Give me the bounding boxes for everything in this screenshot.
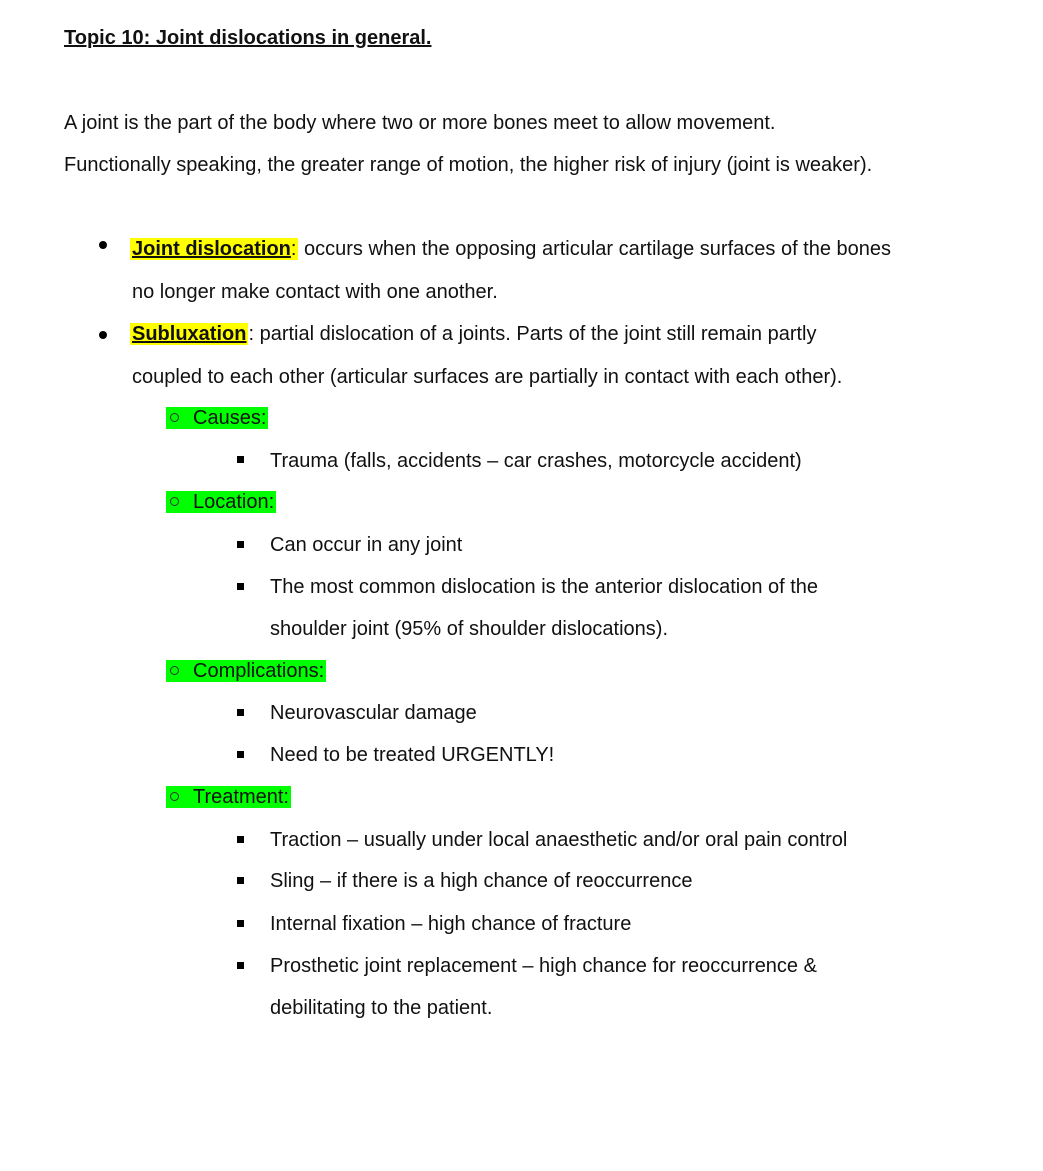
square-bullet-icon [237,583,244,590]
bullet-dot-icon [99,331,107,339]
square-bullet-icon [237,709,244,716]
treatment-item: Prosthetic joint replacement – high chance for reoccurrence & [270,955,817,977]
circle-bullet-icon [170,792,179,801]
complications-highlight [166,660,326,682]
location-highlight [166,491,276,513]
subluxation-definition: : partial dislocation of a joints. Parts of the joint still remain partly [248,323,817,345]
circle-bullet-icon [170,497,179,506]
causes-highlight [166,407,268,429]
causes-label: Causes: [193,407,267,429]
causes-heading [166,405,268,431]
square-bullet-icon [237,920,244,927]
location-item-continuation: shoulder joint (95% of shoulder dislocations). [270,618,668,640]
treatment-highlight [166,786,291,808]
square-bullet-icon [237,541,244,548]
intro-line-2: Functionally speaking, the greater range of motion, the higher risk of injury (joint is weaker). [64,154,873,176]
subluxation-term: Subluxation [132,323,247,345]
causes-item: Trauma (falls, accidents – car crashes, motorcycle accident) [270,450,802,472]
complications-label: Complications: [193,660,325,682]
joint-dislocation-highlight [130,238,298,260]
intro-line-1: A joint is the part of the body where two or more bones meet to allow movement. [64,112,776,134]
treatment-item: Traction – usually under local anaesthetic and/or oral pain control [270,829,848,851]
joint-dislocation-line-1 [130,236,891,262]
square-bullet-icon [237,836,244,843]
complications-heading [166,658,326,684]
joint-dislocation-definition: occurs when the opposing articular cartilage surfaces of the bones [298,238,892,260]
location-label: Location: [193,491,275,513]
subluxation-highlight [130,323,248,345]
subluxation-line-1 [130,321,817,347]
square-bullet-icon [237,962,244,969]
location-item: The most common dislocation is the anterior dislocation of the [270,576,819,598]
treatment-heading [166,784,291,810]
circle-bullet-icon [170,666,179,675]
treatment-label: Treatment: [193,786,289,808]
page-title: Topic 10: Joint dislocations in general. [64,27,432,49]
circle-bullet-icon [170,413,179,422]
square-bullet-icon [237,456,244,463]
complications-item: Need to be treated URGENTLY! [270,744,555,766]
location-item: Can occur in any joint [270,534,463,556]
treatment-item: Internal fixation – high chance of fracture [270,913,632,935]
square-bullet-icon [237,751,244,758]
location-heading [166,489,276,515]
complications-item: Neurovascular damage [270,702,477,724]
joint-dislocation-colon: : [290,238,297,260]
square-bullet-icon [237,877,244,884]
bullet-dot-icon [99,241,107,249]
joint-dislocation-line-2: no longer make contact with one another. [132,281,498,303]
treatment-item-continuation: debilitating to the patient. [270,997,493,1019]
joint-dislocation-term: Joint dislocation [132,238,291,260]
treatment-item: Sling – if there is a high chance of reoccurrence [270,870,693,892]
subluxation-line-2: coupled to each other (articular surfaces are partially in contact with each other). [132,366,843,388]
